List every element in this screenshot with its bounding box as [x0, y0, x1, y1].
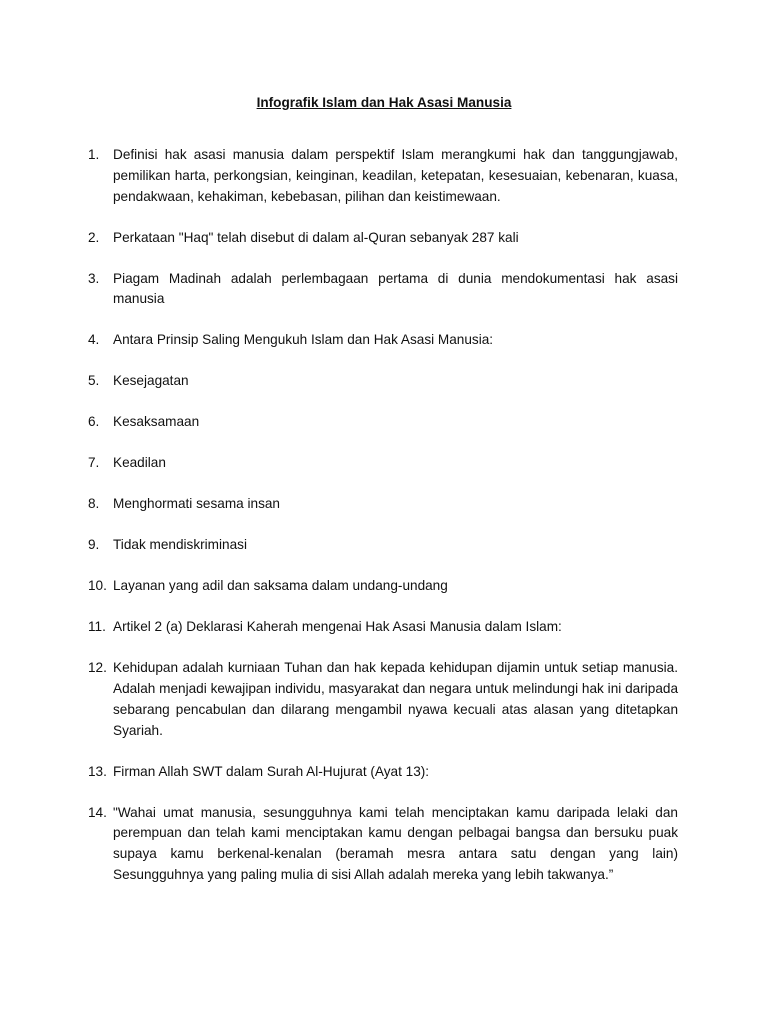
list-item	[88, 658, 678, 741]
list-item	[88, 576, 678, 597]
list-item	[88, 330, 678, 351]
item-text: Firman Allah SWT dalam Surah Al-Hujurat (Ayat 13):	[113, 763, 430, 779]
item-text: Kehidupan adalah kurniaan Tuhan dan hak kepada kehidupan dijamin untuk setiap manusia. Adalah menjadi kewajipan individu, masyarakat dan negara untuk melindungi hak ini daripada sebarang pencabulan dan dilarang mengambil nyawa kecuali atas alasan yang ditetapkan Syariah.	[113, 660, 678, 738]
item-number: 11.	[88, 619, 106, 635]
item-number: 14.	[88, 804, 107, 820]
item-text: Layanan yang adil dan saksama dalam undang-undang	[113, 578, 448, 594]
item-number: 6.	[88, 414, 100, 430]
list-item	[88, 535, 678, 556]
document-title: Infografik Islam dan Hak Asasi Manusia	[256, 95, 512, 110]
numbered-list	[88, 145, 678, 906]
item-number: 4.	[88, 332, 100, 348]
item-text: Kesejagatan	[113, 373, 189, 389]
item-text: Artikel 2 (a) Deklarasi Kaherah mengenai Hak Asasi Manusia dalam Islam:	[113, 619, 562, 635]
list-item	[88, 145, 678, 207]
item-number: 8.	[88, 496, 100, 512]
item-number: 5.	[88, 373, 100, 389]
list-item	[88, 412, 678, 433]
item-number: 13.	[88, 763, 107, 779]
list-item	[88, 803, 678, 886]
item-number: 2.	[88, 229, 100, 245]
item-number: 12.	[88, 660, 107, 676]
item-number: 1.	[88, 147, 100, 162]
item-number: 9.	[88, 537, 100, 553]
list-item	[88, 617, 678, 638]
item-number: 10.	[88, 578, 107, 594]
item-text: Antara Prinsip Saling Mengukuh Islam dan Hak Asasi Manusia:	[113, 332, 494, 348]
list-item	[88, 453, 678, 474]
item-number: 3.	[88, 270, 100, 286]
item-text: Tidak mendiskriminasi	[113, 537, 247, 553]
item-text: Piagam Madinah adalah perlembagaan pertama di dunia mendokumentasi hak asasi manusia	[113, 270, 678, 307]
list-item	[88, 228, 678, 249]
list-item	[88, 762, 678, 783]
list-item	[88, 371, 678, 392]
item-text: Keadilan	[113, 455, 166, 471]
item-text: "Wahai umat manusia, sesungguhnya kami telah menciptakan kamu daripada lelaki dan perempuan dan telah kami menciptakan kamu dengan pelbagai bangsa dan bersuku puak supaya kamu berkenal-kenalan (beramah mesra antara satu dengan yang lain) Sesungguhnya yang paling mulia di sisi Allah adalah mereka yang lebih takwanya.”	[113, 804, 678, 882]
list-item	[88, 269, 678, 311]
list-item	[88, 494, 678, 515]
item-text: Kesaksamaan	[113, 414, 200, 430]
item-text: Perkataan "Haq" telah disebut di dalam al-Quran sebanyak 287 kali	[113, 229, 519, 245]
item-number: 7.	[88, 455, 100, 471]
item-text: Menghormati sesama insan	[113, 496, 280, 512]
item-text: Definisi hak asasi manusia dalam perspektif Islam merangkumi hak dan tanggungjawab, pemilikan harta, perkongsian, keinginan, keadilan, ketepatan, kesesuaian, kebenaran, kuasa, pendakwaan, kehakiman, kebebasan, pilihan dan keistimewaan.	[113, 147, 678, 204]
